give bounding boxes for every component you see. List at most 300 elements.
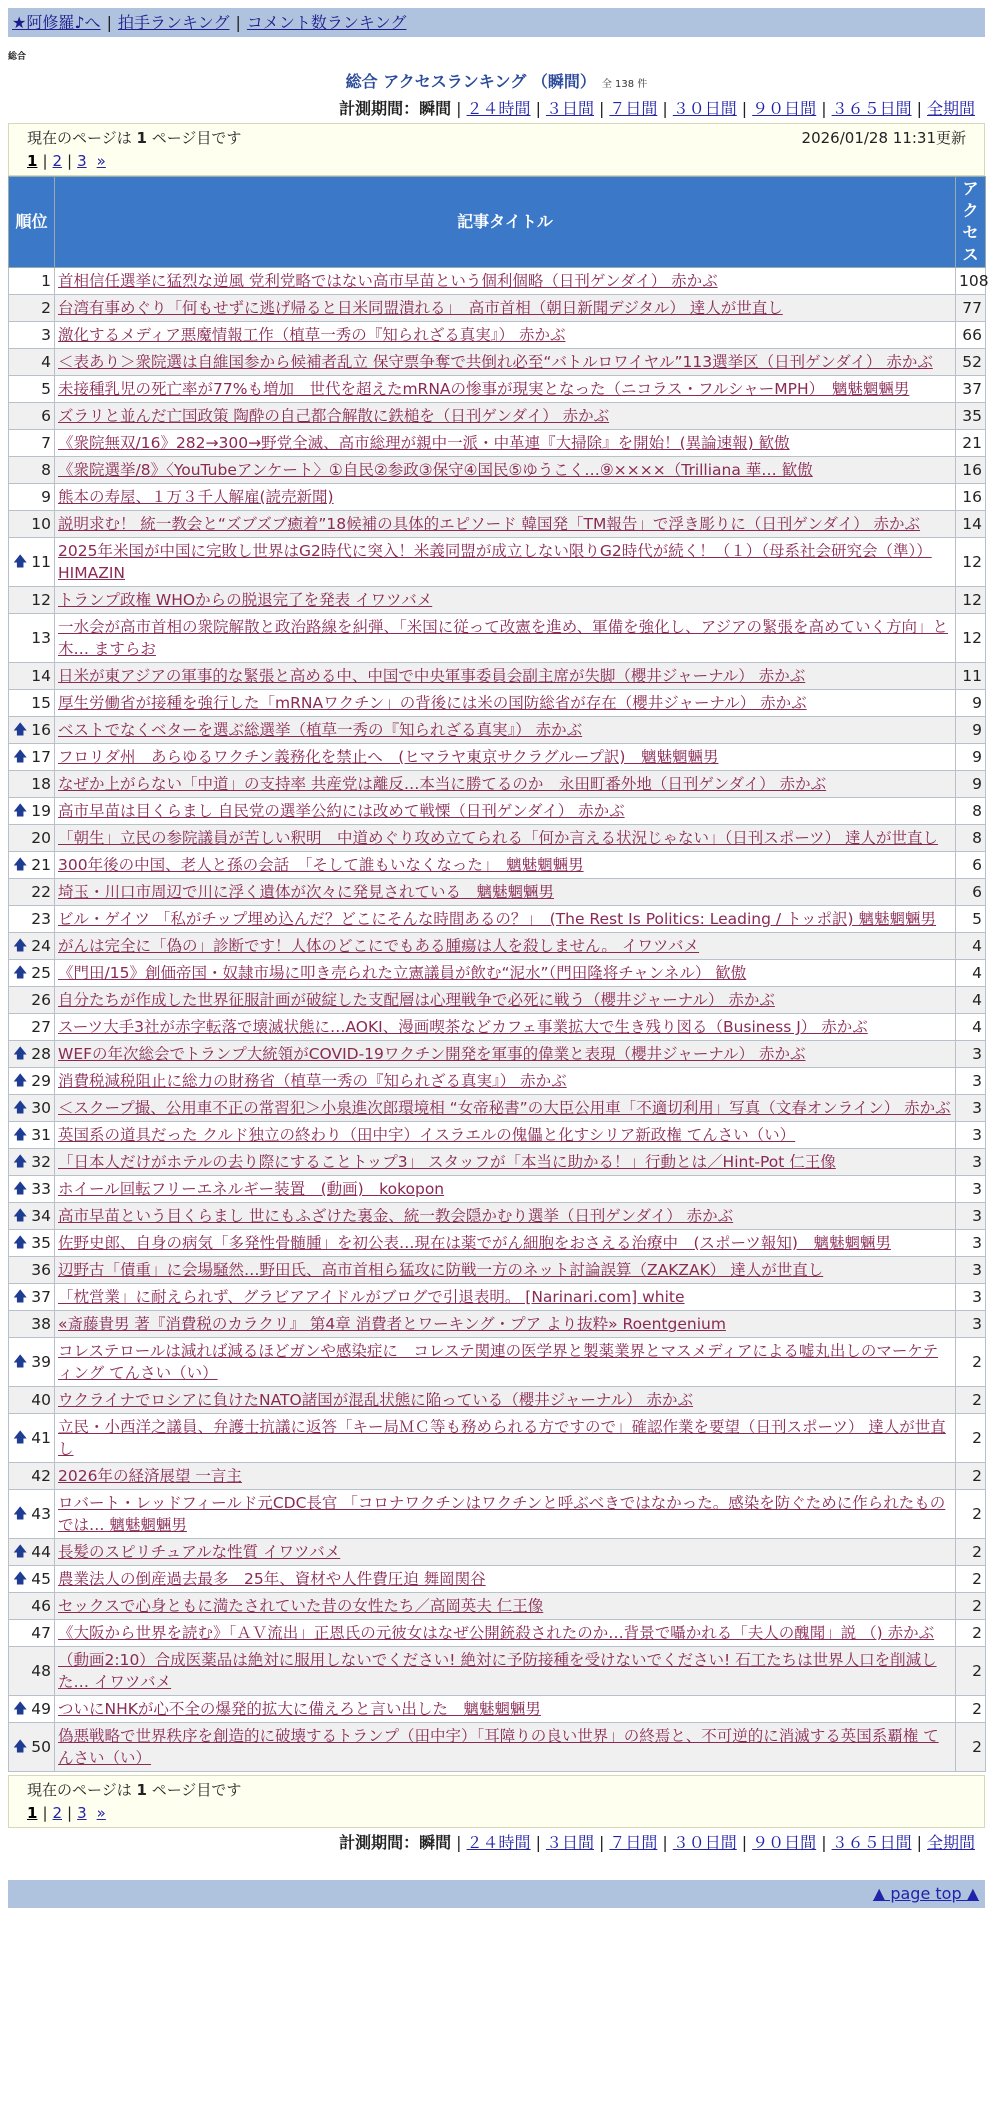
table-row [9,1149,986,1176]
article-title-link[interactable]: 首相信任選挙に猛烈な逆風 党利党略ではない高市早苗という個利個略（日刊ゲンダイ） 赤かぶ [58,272,718,290]
article-title-link[interactable]: 佐野史郎、自身の病気「多発性骨髄腫」を初公表…現在は薬でがん細胞をおさえる治療中 (スポーツ報知) 魑魅魍魎男 [58,1234,891,1252]
article-title-link[interactable]: 「朝生」立民の参院議員が苦しい釈明 中道めぐり攻め立てられる「何か言える状況じゃない」（日刊スポーツ） 達人が世直し [58,829,939,847]
access-count: 52 [956,349,986,376]
title-cell [55,268,956,295]
rank-cell [9,1230,55,1257]
title-cell [55,1647,956,1696]
rank-number: 30 [31,1099,51,1117]
pager-separator: | [42,1804,48,1822]
title-cell [55,1149,956,1176]
article-title-link[interactable]: 《門田/15》創価帝国・奴隷市場に叩き売られた立憲議員が飲む“泥水”（門田隆将チャンネル） 歓傲 [58,964,747,982]
access-count: 2 [956,1414,986,1463]
rank-cell [9,614,55,663]
period-link[interactable]: ３０日間 [672,1833,737,1852]
ranking-count: 全 138 件 [601,79,648,90]
period-link[interactable]: ９０日間 [752,1833,817,1852]
rank-number: 24 [31,937,51,955]
rank-up-arrow-icon: 🡅 [13,965,28,981]
title-cell [55,771,956,798]
rank-number: 40 [31,1391,51,1409]
access-count: 9 [956,717,986,744]
access-count: 4 [956,1014,986,1041]
article-title-link[interactable]: ベストでなくベターを選ぶ総選挙（植草一秀の『知られざる真実』） 赤かぶ [58,721,583,739]
article-title-link[interactable]: 英国系の道具だった クルド独立の終わり（田中宇）イスラエルの傀儡と化すシリア新政権 てんさい（い） [58,1126,796,1144]
rank-up-arrow-icon: 🡅 [13,1430,28,1446]
rank-number: 2 [41,299,51,317]
period-label: 計測期間： [339,1833,420,1852]
title-cell [55,295,956,322]
article-title-link[interactable]: 説明求む！ 統一教会と“ズブズブ癒着”18候補の具体的エピソード 韓国発「TM報告」で浮き彫りに（日刊ゲンダイ） 赤かぶ [58,515,921,533]
rank-number: 19 [31,802,51,820]
access-count: 2 [956,1647,986,1696]
table-row [9,1414,986,1463]
rank-number: 16 [31,721,51,739]
table-row [9,538,986,587]
period-link[interactable]: ９０日間 [752,99,817,118]
article-title-link[interactable]: 《大阪から世界を読む》「ＡＶ流出」正恩氏の元彼女はなぜ公開銃殺されたのか…背景で囁かれる「夫人の醜聞」説 （) 赤かぶ [58,1624,935,1642]
pager-separator: | [67,1804,73,1822]
period-selector-bottom [0,1832,985,1854]
table-row [9,717,986,744]
article-title-link[interactable]: 《衆院無双/16》282→300→野党全滅、高市総理が親中一派・中革連『大掃除』を開始！(異論速報) 歓傲 [58,434,790,452]
rank-number: 23 [31,910,51,928]
rank-number: 41 [31,1429,51,1447]
article-title-link[interactable]: ＜表あり＞衆院選は自維国参から候補者乱立 保守票争奪で共倒れ必至“バトルロワイヤル”113選挙区（日刊ゲンダイ） 赤かぶ [58,353,933,371]
table-row [9,744,986,771]
rank-up-arrow-icon: 🡅 [13,722,28,738]
rank-cell [9,1284,55,1311]
rank-cell [9,295,55,322]
table-row [9,457,986,484]
period-link[interactable]: ３日間 [545,1833,594,1852]
rank-number: 33 [31,1180,51,1198]
table-row [9,1539,986,1566]
access-count: 2 [956,1387,986,1414]
rank-number: 39 [31,1353,51,1371]
title-cell [55,1338,956,1387]
rank-number: 11 [31,553,51,571]
table-row [9,1463,986,1490]
rank-cell [9,771,55,798]
table-row [9,511,986,538]
table-row [9,1311,986,1338]
rank-cell [9,717,55,744]
article-title-link[interactable]: 台湾有事めぐり「何もせずに逃げ帰ると日米同盟潰れる」 高市首相（朝日新聞デジタル） 達人が世直し [58,299,783,317]
period-link[interactable]: 全期間 [926,1833,975,1852]
article-title-link[interactable]: ウクライナでロシアに負けたNATO諸国が混乱状態に陥っている（櫻井ジャーナル） 赤かぶ [58,1391,694,1409]
title-cell [55,1696,956,1723]
rank-cell [9,906,55,933]
period-link[interactable]: ７日間 [609,1833,658,1852]
title-cell [55,1068,956,1095]
table-row [9,268,986,295]
article-title-link[interactable]: スーツ大手3社が赤字転落で壊滅状態に…AOKI、漫画喫茶などカフェ事業拡大で生き残り図る（Business J） 赤かぶ [58,1018,868,1036]
article-title-link[interactable]: 2025年米国が中国に完敗し世界はG2時代に突入！米義同盟が成立しない限りG2時代が続く！（１）（母系社会研究会（準）） HIMAZIN [58,542,932,582]
article-title-link[interactable]: セックスで心身ともに満たされていた昔の女性たち／高岡英夫 仁王像 [58,1597,544,1615]
access-count: 2 [956,1620,986,1647]
rank-number: 36 [31,1261,51,1279]
rank-cell [9,1414,55,1463]
access-count: 12 [956,587,986,614]
ranking-heading [0,69,993,92]
article-title-link[interactable]: コレステロールは減れば減るほどガンや感染症に コレステ関連の医学界と製薬業界とマスメディアによる嘘丸出しのマーケティング てんさい（い） [58,1342,939,1382]
access-count: 3 [956,1041,986,1068]
rank-cell [9,1696,55,1723]
rank-cell [9,587,55,614]
table-row [9,1041,986,1068]
article-title-link[interactable]: 熊本の寿屋、１万３千人解雇(読売新聞) [58,488,334,506]
pager-top [8,123,985,176]
table-row [9,771,986,798]
access-count: 2 [956,1338,986,1387]
nav-comment-ranking-link[interactable]: コメント数ランキング [246,13,407,32]
pager-next-link[interactable]: » [96,1804,106,1822]
rank-cell [9,268,55,295]
rank-number: 22 [31,883,51,901]
rank-cell [9,511,55,538]
table-row [9,349,986,376]
article-title-link[interactable]: 厚生労働省が接種を強行した「mRNAワクチン」の背後には米の国防総省が存在（櫻井ジャーナル） 赤かぶ [58,694,807,712]
title-cell [55,1311,956,1338]
table-row [9,1230,986,1257]
rank-cell [9,1041,55,1068]
rank-cell [9,1463,55,1490]
access-count: 14 [956,511,986,538]
access-count: 3 [956,1203,986,1230]
access-count: 2 [956,1593,986,1620]
rank-up-arrow-icon: 🡅 [13,1701,28,1717]
period-link[interactable]: 全期間 [926,99,975,118]
article-title-link[interactable]: フロリダ州 あらゆるワクチン義務化を禁止へ (ヒマラヤ東京サクラグループ訳) 魑魅魍魎男 [58,748,719,766]
period-separator: | [598,99,605,118]
title-cell [55,1387,956,1414]
access-count: 35 [956,403,986,430]
pager-page-link[interactable]: 3 [77,152,87,170]
access-count: 6 [956,852,986,879]
article-title-link[interactable]: なぜか上がらない「中道」の支持率 共産党は離反…本当に勝てるのか 永田町番外地（日刊ゲンダイ） 赤かぶ [58,775,827,793]
rank-number: 1 [41,272,51,290]
article-title-link[interactable]: 自分たちが作成した世界征服計画が破綻した支配層は心理戦争で必死に戦う（櫻井ジャーナル） 赤かぶ [58,991,775,1009]
title-cell [55,852,956,879]
table-row [9,1696,986,1723]
rank-cell [9,825,55,852]
rank-cell [9,1539,55,1566]
table-row [9,1387,986,1414]
title-cell [55,798,956,825]
article-title-link[interactable]: ホイール回転フリーエネルギー装置 (動画) kokopon [58,1180,445,1198]
access-count: 2 [956,1490,986,1539]
rank-number: 32 [31,1153,51,1171]
pager-next-link[interactable]: » [96,152,106,170]
rank-up-arrow-icon: 🡅 [13,1073,28,1089]
period-link[interactable]: ３６５日間 [831,1833,912,1852]
article-title-link[interactable]: 長髪のスピリチュアルな性質 イワツバメ [58,1543,341,1561]
pager-page-link[interactable]: 2 [52,1804,63,1822]
rank-number: 35 [31,1234,51,1252]
access-count: 16 [956,484,986,511]
rank-cell [9,1122,55,1149]
title-cell [55,403,956,430]
rank-up-arrow-icon: 🡅 [13,1181,28,1197]
rank-up-arrow-icon: 🡅 [13,1046,28,1062]
article-title-link[interactable]: 「日本人だけがホテルの去り際にすることトップ3」 スタッフが「本当に助かる！」行動とは／Hint-Pot 仁王像 [58,1153,836,1171]
table-row [9,1338,986,1387]
access-count: 11 [956,663,986,690]
title-cell [55,322,956,349]
rank-cell [9,798,55,825]
article-title-link[interactable]: 偽悪戦略で世界秩序を創造的に破壊するトランプ（田中宇）「耳障りの良い世界」の終焉と、不可逆的に消滅する英国系覇権 てんさい（い） [58,1727,939,1767]
header-title: 記事タイトル [55,177,956,268]
page-info [27,127,241,149]
pager-links-row [27,149,966,173]
article-title-link[interactable]: «斎藤貴男 著『消費税のカラクリ』 第4章 消費者とワーキング・プア より抜粋» Roentgenium [58,1315,726,1333]
title-cell [55,1122,956,1149]
article-title-link[interactable]: ビル・ゲイツ 「私がチップ埋め込んだ？どこにそんな時間あるの？」 (The Rest Is Politics: Leading / トッポ訳) 魑魅魍魎男 [58,910,937,928]
title-cell [55,717,956,744]
page-top-link[interactable]: ▲ page top ▲ [872,1884,979,1903]
table-row [9,1284,986,1311]
table-row [9,1620,986,1647]
rank-number: 29 [31,1072,51,1090]
rank-cell [9,376,55,403]
period-link[interactable]: ３０日間 [672,99,737,118]
article-title-link[interactable]: 消費税減税阻止に総力の財務省（植草一秀の『知られざる真実』） 赤かぶ [58,1072,567,1090]
period-separator: | [535,99,541,118]
article-title-link[interactable]: 高市早苗という目くらまし 世にもふざけた裏金、統一教会隠かむり選挙（日刊ゲンダイ） 赤かぶ [58,1207,734,1225]
pager-separator: | [67,152,73,170]
title-cell [55,1723,956,1772]
table-row [9,1566,986,1593]
access-count: 8 [956,798,986,825]
rank-up-arrow-icon: 🡅 [13,803,28,819]
nav-asyura-home-link[interactable]: ★阿修羅♪へ [12,13,101,32]
table-row [9,690,986,717]
pager-page-link[interactable]: 2 [52,152,63,170]
category-label: 総合 [8,52,27,62]
access-count: 3 [956,1230,986,1257]
table-row [9,1122,986,1149]
rank-number: 50 [31,1738,51,1756]
title-cell [55,1095,956,1122]
rank-number: 20 [31,829,51,847]
period-current: 瞬間 [419,1833,452,1852]
access-count: 12 [956,614,986,663]
title-cell [55,1230,956,1257]
rank-cell [9,744,55,771]
nav-applause-ranking-link[interactable]: 拍手ランキング [117,13,230,32]
table-row [9,376,986,403]
access-count: 2 [956,1696,986,1723]
table-row [9,933,986,960]
title-cell [55,1566,956,1593]
article-title-link[interactable]: 《衆院選挙/8》〈YouTubeアンケート〉①自民②参政③保守④国民⑤ゆうこく…⑨××××（Trilliana 華… 歓傲 [58,461,813,479]
article-title-link[interactable]: 一水会が高市首相の衆院解散と政治路線を糾弾、「米国に従って改憲を進め、軍備を強化し、アジアの緊張を高めていく方向」と木… ますらお [58,618,949,658]
rank-cell [9,1068,55,1095]
table-row [9,1490,986,1539]
nav-separator: | [235,13,241,32]
rank-number: 9 [41,488,51,506]
access-count: 108 [956,268,986,295]
rank-cell [9,1149,55,1176]
title-cell [55,1284,956,1311]
table-row [9,960,986,987]
table-row [9,663,986,690]
rank-number: 5 [41,380,51,398]
table-row [9,1203,986,1230]
table-row [9,1647,986,1696]
rank-cell [9,1647,55,1696]
page-info-post: ページ目です [146,129,242,147]
access-count: 3 [956,1149,986,1176]
title-cell [55,457,956,484]
article-title-link[interactable]: トランプ政権 WHOからの脱退完了を発表 イワツバメ [58,591,433,609]
access-count: 3 [956,1095,986,1122]
access-count: 3 [956,1311,986,1338]
table-row [9,403,986,430]
title-cell [55,484,956,511]
access-count: 3 [956,1257,986,1284]
title-cell [55,1176,956,1203]
period-link[interactable]: ３６５日間 [831,99,912,118]
access-count: 21 [956,430,986,457]
page-info-pre: 現在のページは [27,1781,137,1799]
access-count: 2 [956,1723,986,1772]
rank-number: 14 [31,667,51,685]
article-title-link[interactable]: 2026年の経済展望 一言主 [58,1467,242,1485]
pager-separator: | [42,152,48,170]
rank-cell [9,987,55,1014]
rank-cell [9,1593,55,1620]
article-title-link[interactable]: ズラリと並んだ亡国政策 陶酔の自己都合解散に鉄槌を（日刊ゲンダイ） 赤かぶ [58,407,610,425]
access-count: 2 [956,1539,986,1566]
title-cell [55,825,956,852]
pager-page-link[interactable]: 3 [77,1804,87,1822]
access-count: 4 [956,933,986,960]
article-title-link[interactable]: 辺野古「債重」に会場騒然…野田氏、高市首相ら猛攻に防戦一方のネット討論誤算（ZAKZAK） 達人が世直し [58,1261,824,1279]
rank-number: 38 [31,1315,51,1333]
period-link[interactable]: ２４時間 [466,1833,531,1852]
rank-number: 47 [31,1624,51,1642]
title-cell [55,1414,956,1463]
rank-up-arrow-icon: 🡅 [13,1208,28,1224]
article-title-link[interactable]: 高市早苗は目くらまし 自民党の選挙公約には改めて戦慄（日刊ゲンダイ） 赤かぶ [58,802,625,820]
header-rank: 順位 [9,177,55,268]
period-separator: | [821,99,827,118]
rank-up-arrow-icon: 🡅 [13,1544,28,1560]
table-row [9,1593,986,1620]
rank-up-arrow-icon: 🡅 [13,1127,28,1143]
rank-number: 10 [31,515,51,533]
rank-cell [9,457,55,484]
article-title-link[interactable]: （動画2:10）合成医薬品は絶対に服用しないでください! 絶対に予防接種を受けないでください! 石工たちは世界人口を削減した… イワツバメ [58,1651,937,1691]
rank-number: 17 [31,748,51,766]
access-count: 5 [956,906,986,933]
rank-number: 42 [31,1467,51,1485]
title-cell [55,960,956,987]
period-separator: | [535,1833,541,1852]
period-current: 瞬間 [419,99,452,118]
article-title-link[interactable]: 「枕営業」に耐えられず、グラビアアイドルがブログで引退表明。 [Narinari.com] white [58,1288,685,1306]
rank-number: 18 [31,775,51,793]
rank-cell [9,690,55,717]
title-cell [55,587,956,614]
article-title-link[interactable]: ロバート・レッドフィールド元CDC長官 「コロナワクチンはワクチンと呼ぶべきではなかった。感染を防ぐために作られたものでは… 魑魅魍魎男 [58,1494,946,1534]
access-count: 2 [956,1463,986,1490]
rank-number: 31 [31,1126,51,1144]
page-info-number: 1 [136,1781,147,1799]
rank-number: 28 [31,1045,51,1063]
period-link[interactable]: ７日間 [609,99,658,118]
rank-number: 43 [31,1505,51,1523]
rank-cell [9,852,55,879]
article-title-link[interactable]: ついにNHKが心不全の爆発的拡大に備えろと言い出した 魑魅魍魎男 [58,1700,541,1718]
updated-timestamp: 2026/01/28 11:31更新 [801,129,966,147]
rank-cell [9,1338,55,1387]
article-title-link[interactable]: 激化するメディア悪魔情報工作（植草一秀の『知られざる真実』） 赤かぶ [58,326,566,344]
access-count: 16 [956,457,986,484]
period-link[interactable]: ３日間 [545,99,594,118]
title-cell [55,1620,956,1647]
title-cell [55,349,956,376]
access-count: 8 [956,825,986,852]
access-count: 12 [956,538,986,587]
rank-number: 4 [41,353,51,371]
period-separator: | [741,99,748,118]
rank-cell [9,1203,55,1230]
access-count: 4 [956,987,986,1014]
period-link[interactable]: ２４時間 [466,99,531,118]
access-count: 3 [956,1122,986,1149]
rank-number: 15 [31,694,51,712]
period-separator: | [662,1833,668,1852]
rank-number: 21 [31,856,51,874]
title-cell [55,744,956,771]
article-title-link[interactable]: 日米が東アジアの軍事的な緊張と高める中、中国で中央軍事委員会副主席が失脚（櫻井ジャーナル） 赤かぶ [58,667,806,685]
access-count: 3 [956,1176,986,1203]
access-count: 77 [956,295,986,322]
table-row [9,852,986,879]
title-cell [55,1490,956,1539]
rank-number: 45 [31,1570,51,1588]
table-row [9,430,986,457]
article-title-link[interactable]: 未接種乳児の死亡率が77%も増加 世代を超えたmRNAの惨事が現実となった（ニコラス・フルシャーMPH） 魑魅魍魎男 [58,380,910,398]
rank-cell [9,403,55,430]
rank-number: 26 [31,991,51,1009]
page-info-number: 1 [136,129,147,147]
rank-up-arrow-icon: 🡅 [13,554,28,570]
access-count: 3 [956,1284,986,1311]
article-title-link[interactable]: がんは完全に「偽の」診断です！人体のどこにでもある腫瘍は人を殺しません。 イワツバメ [58,937,700,955]
article-title-link[interactable]: 立民・小西洋之議員、弁護士抗議に返答「キー局ＭＣ等も務められる方ですので」確認作業を要望（日刊スポーツ） 達人が世直し [58,1418,946,1458]
article-title-link[interactable]: 300年後の中国、老人と孫の会話 「そして誰もいなくなった」 魑魅魍魎男 [58,856,584,874]
rank-number: 13 [31,629,51,647]
title-cell [55,1257,956,1284]
article-title-link[interactable]: 農業法人の倒産過去最多 25年、資材や人件費圧迫 舞岡関谷 [58,1570,486,1588]
access-count: 3 [956,1068,986,1095]
rank-up-arrow-icon: 🡅 [13,1354,28,1370]
article-title-link[interactable]: ＜スクープ撮、公用車不正の常習犯＞小泉進次郎環境相 “女帝秘書”の大臣公用車「不適切利用」写真（文春オンライン） 赤かぶ [58,1099,951,1117]
article-title-link[interactable]: 埼玉・川口市周辺で川に浮く遺体が次々に発見されている 魑魅魍魎男 [58,883,555,901]
article-title-link[interactable]: WEFの年次総会でトランプ大統領がCOVID-19ワクチン開発を軍事的偉業と表現（櫻井ジャーナル） 赤かぶ [58,1045,806,1063]
pager-current-page: 1 [27,152,38,170]
nav-separator: | [106,13,112,32]
page-info-pre: 現在のページは [27,129,137,147]
table-row [9,906,986,933]
title-cell [55,933,956,960]
period-separator: | [821,1833,827,1852]
table-row [9,1257,986,1284]
access-count: 9 [956,771,986,798]
